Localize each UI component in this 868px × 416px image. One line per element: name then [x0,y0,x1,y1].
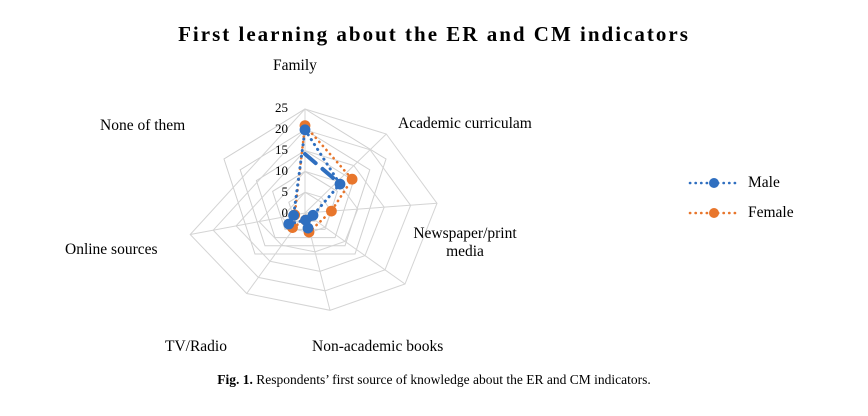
radar-spokes [190,109,437,310]
radial-tick-15: 15 [275,142,288,157]
legend-item-male[interactable] [688,168,858,198]
figure-caption-text: Respondents’ first source of knowledge about the ER and CM indicators. [256,372,651,387]
figure-caption [0,372,868,388]
axis-label-non-academic-books: Non-academic books [312,338,444,355]
axis-label-none-of-them: None of them [100,117,186,134]
axis-label-family: Family [273,57,317,74]
chart-title: First learning about the ER and CM indicators [178,22,690,46]
figure-number: Fig. 1. [217,372,253,387]
legend-label-female: Female [748,204,794,221]
chart-legend [688,168,858,228]
legend-swatch-female [688,206,740,220]
axis-label-newspaper-print-media: Newspaper/print media [413,225,517,260]
legend-swatch-male [688,176,740,190]
axis-label-tv-radio: TV/Radio [165,338,227,355]
radial-tick-0: 0 [281,205,288,220]
radial-tick-25: 25 [275,100,288,115]
radar-plot-svg [60,55,620,365]
radar-chart [60,55,620,365]
legend-label-male: Male [748,174,780,191]
legend-item-female[interactable] [688,198,858,228]
axis-label-academic-curriculam: Academic curriculam [398,115,532,132]
radial-tick-5: 5 [281,184,288,199]
radial-tick-10: 10 [275,163,288,178]
axis-label-online-sources: Online sources [65,241,158,258]
radial-tick-20: 20 [275,121,288,136]
